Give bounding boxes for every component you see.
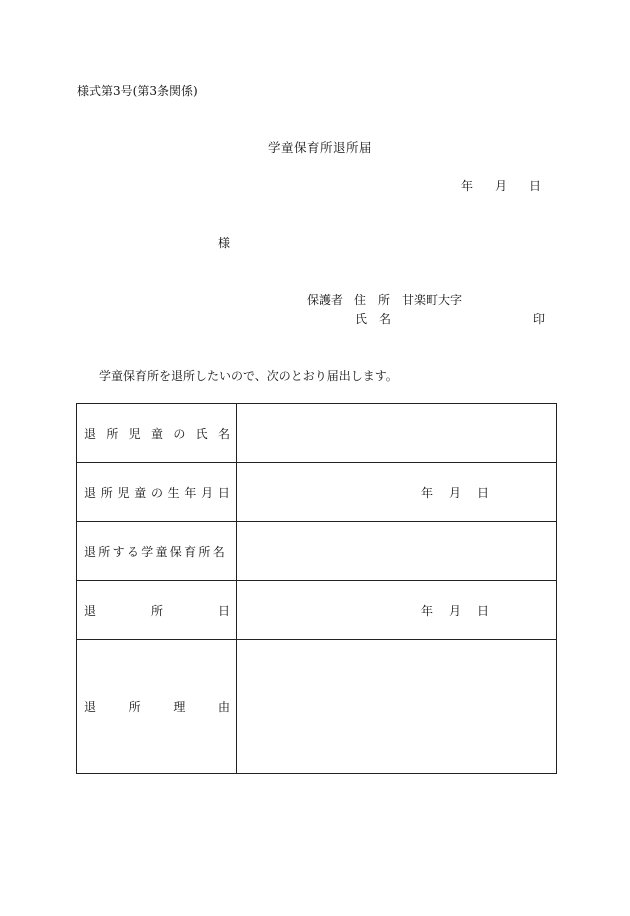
label-chars: 退 所 理 由: [84, 700, 230, 714]
withdrawal-date-field[interactable]: [237, 581, 557, 640]
facility-name-label: [77, 522, 237, 581]
label-chars: 退 所 児 童 の 氏 名: [84, 426, 230, 441]
guardian-label: 保護者: [307, 293, 344, 307]
withdrawal-year-unit: 年: [421, 603, 434, 618]
addressee-suffix: 様: [218, 236, 231, 250]
birth-month-unit: 月: [449, 485, 462, 500]
body-text: 学童保育所を退所したいので、次のとおり届出します。: [99, 369, 398, 383]
birth-year-unit: 年: [421, 485, 434, 500]
submission-date: [461, 179, 541, 193]
birthdate-label: [77, 463, 237, 522]
address-label: 住 所: [354, 293, 391, 307]
guardian-address-row: [307, 293, 462, 307]
document-title: 学童保育所退所届: [268, 140, 373, 155]
seal-mark: 印: [533, 312, 546, 326]
date-day-unit: 日: [529, 179, 542, 193]
table-row: [77, 404, 557, 463]
child-name-field[interactable]: [237, 404, 557, 463]
facility-name-field[interactable]: [237, 522, 557, 581]
child-name-label: [77, 404, 237, 463]
birthdate-field[interactable]: [237, 463, 557, 522]
table-row: [77, 640, 557, 774]
address-value: 甘楽町大字: [402, 293, 463, 307]
withdrawal-month-unit: 月: [449, 603, 462, 618]
withdrawal-date-label: [77, 581, 237, 640]
date-year-unit: 年: [461, 179, 474, 193]
label-text: 退所する学童保育所名: [84, 544, 228, 559]
withdrawal-form-table: [76, 403, 557, 774]
label-chars: 退 所 児 童 の 生 年 月 日: [84, 485, 230, 500]
table-row: [77, 522, 557, 581]
withdrawal-reason-label: [77, 640, 237, 774]
name-label: 氏 名: [355, 312, 392, 326]
withdrawal-reason-field[interactable]: [237, 640, 557, 774]
guardian-name-row: [355, 312, 391, 326]
label-chars: 退 所 日: [84, 603, 230, 618]
birth-day-unit: 日: [477, 485, 490, 500]
table-row: [77, 463, 557, 522]
withdrawal-day-unit: 日: [477, 603, 490, 618]
date-month-unit: 月: [495, 179, 508, 193]
form-number: 様式第3号(第3条関係): [77, 84, 198, 98]
table-row: [77, 581, 557, 640]
